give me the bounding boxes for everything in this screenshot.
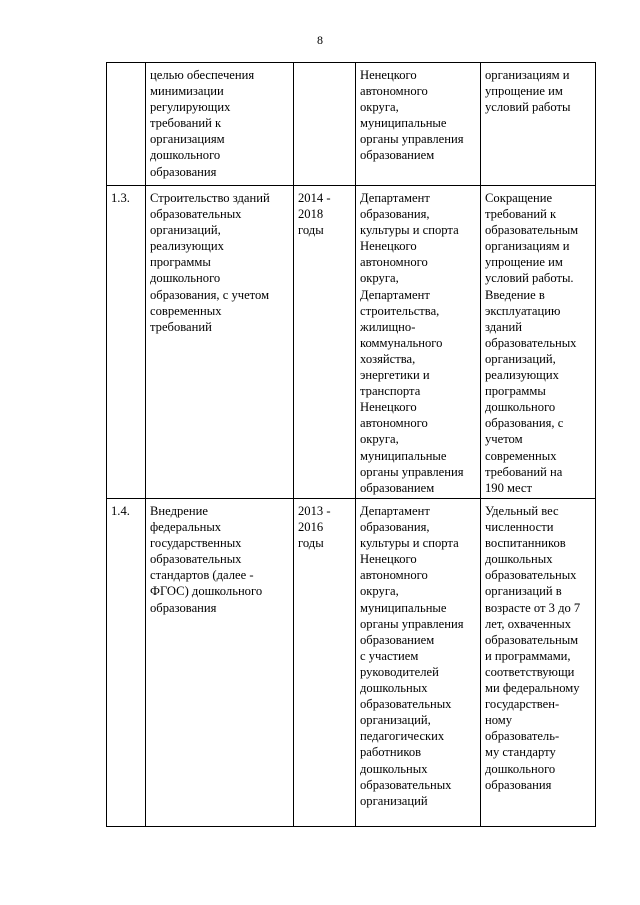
cell-line: образовательных: [150, 207, 242, 222]
cell-executor: [356, 186, 481, 499]
cell-measure: [146, 63, 294, 186]
cell-line: целью обеспечения: [150, 68, 255, 82]
cell-line: дошкольных: [360, 761, 428, 776]
cell-line: автономного: [360, 416, 428, 431]
cell-line: Ненецкого: [360, 552, 417, 567]
cell-line: образования, с учетом: [150, 287, 270, 302]
cell-line: государствен-: [485, 697, 560, 712]
page-number: 8: [317, 33, 323, 47]
cell-line: условий работы.: [485, 271, 574, 286]
cell-line: государственных: [150, 536, 242, 551]
cell-period: [294, 186, 356, 499]
cell-line: дошкольных: [485, 552, 553, 567]
cell-line: требований: [150, 319, 212, 334]
cell-line: Ненецкого: [360, 239, 417, 254]
table-row: [107, 63, 596, 186]
cell-line: лет, охваченных: [485, 616, 572, 631]
cell-line: энергетики и: [360, 368, 430, 383]
cell-measure: [146, 499, 294, 827]
cell-line: федеральных: [150, 520, 222, 535]
cell-line: Строительство зданий: [150, 191, 270, 205]
cell-line: стандартов (далее -: [150, 568, 254, 583]
cell-line: дошкольного: [485, 400, 556, 415]
cell-line: реализующих: [485, 368, 559, 383]
cell-line: образовательных: [150, 552, 242, 567]
cell-line: 190 мест: [485, 480, 533, 495]
cell-line: 2013 -: [298, 504, 331, 518]
cell-line: образовательных: [485, 335, 577, 350]
cell-result: [481, 63, 596, 186]
cell-line: образования,: [360, 520, 430, 535]
cell-line: численности: [485, 520, 554, 535]
cell-line: организаций в: [485, 584, 562, 599]
cell-line: организациям и: [485, 239, 570, 254]
cell-line: образователь-: [485, 729, 560, 744]
cell-line: требований на: [485, 464, 563, 479]
cell-line: образования,: [360, 207, 430, 222]
cell-line: автономного: [360, 568, 428, 583]
cell-line: му стандарту: [485, 745, 556, 760]
cell-line: организациям: [150, 132, 225, 147]
cell-number: [107, 186, 146, 499]
cell-line: хозяйства,: [360, 351, 416, 366]
cell-line: организаций,: [150, 223, 221, 238]
cell-line: организациям и: [485, 68, 570, 82]
cell-line: учетом: [485, 432, 523, 447]
cell-line: образованием: [360, 480, 435, 495]
cell-line: требований к: [485, 207, 557, 222]
cell-line: строительства,: [360, 303, 440, 318]
cell-line: образования: [485, 777, 552, 792]
cell-line: образовательным: [485, 632, 579, 647]
cell-line: культуры и спорта: [360, 223, 459, 238]
cell-line: годы: [298, 536, 324, 551]
cell-period: [294, 63, 356, 186]
cell-line: воспитанников: [485, 536, 566, 551]
cell-line: руководителей: [360, 664, 439, 679]
cell-line: годы: [298, 223, 324, 238]
cell-line: работников: [360, 745, 422, 760]
cell-line: 1.3.: [111, 191, 130, 205]
cell-executor: [356, 63, 481, 186]
cell-line: транспорта: [360, 384, 421, 399]
cell-line: органы управления: [360, 132, 464, 147]
cell-line: Удельный вес: [485, 504, 559, 518]
cell-line: образованием: [360, 148, 435, 163]
cell-line: Департамент: [360, 504, 430, 518]
cell-line: ФГОС) дошкольного: [150, 584, 263, 599]
cell-line: Ненецкого: [360, 400, 417, 415]
cell-line: 1.4.: [111, 504, 130, 518]
cell-line: округа,: [360, 584, 399, 599]
cell-line: образования: [150, 164, 217, 179]
cell-line: и программами,: [485, 648, 571, 663]
cell-line: образовательных: [360, 777, 452, 792]
cell-result: [481, 186, 596, 499]
cell-result: [481, 499, 596, 827]
cell-line: программы: [150, 255, 211, 270]
cell-line: минимизации: [150, 84, 224, 99]
cell-line: зданий: [485, 319, 522, 334]
cell-line: образовательных: [360, 697, 452, 712]
cell-line: условий работы: [485, 100, 571, 115]
cell-number: [107, 63, 146, 186]
cell-line: Внедрение: [150, 504, 208, 518]
cell-line: автономного: [360, 84, 428, 99]
cell-line: упрощение им: [485, 255, 563, 270]
cell-line: дошкольного: [150, 271, 221, 286]
cell-line: ми федеральному: [485, 681, 580, 696]
measures-table: [106, 62, 596, 827]
cell-line: организаций,: [360, 713, 431, 728]
cell-line: современных: [150, 303, 222, 318]
cell-line: Департамент: [360, 191, 430, 205]
cell-line: муниципальные: [360, 448, 447, 463]
cell-line: Ненецкого: [360, 68, 417, 82]
cell-line: образовательных: [485, 568, 577, 583]
cell-line: соответствующи: [485, 664, 575, 679]
cell-line: коммунального: [360, 335, 443, 350]
cell-line: округа,: [360, 271, 399, 286]
cell-measure: [146, 186, 294, 499]
cell-line: с участием: [360, 648, 419, 663]
cell-line: возрасте от 3 до 7: [485, 600, 581, 615]
cell-line: органы управления: [360, 464, 464, 479]
cell-line: эксплуатацию: [485, 303, 561, 318]
cell-line: жилищно-: [360, 319, 416, 334]
cell-line: дошкольного: [485, 761, 556, 776]
cell-line: дошкольного: [150, 148, 221, 163]
cell-line: Введение в: [485, 287, 545, 302]
cell-line: упрощение им: [485, 84, 563, 99]
cell-line: педагогических: [360, 729, 445, 744]
cell-line: округа,: [360, 432, 399, 447]
cell-line: 2014 -: [298, 191, 331, 205]
cell-line: реализующих: [150, 239, 224, 254]
table-row: [107, 186, 596, 499]
cell-line: организаций,: [485, 351, 556, 366]
cell-line: регулирующих: [150, 100, 231, 115]
cell-line: автономного: [360, 255, 428, 270]
cell-line: 2016: [298, 520, 324, 535]
cell-line: Сокращение: [485, 191, 553, 205]
cell-line: Департамент: [360, 287, 430, 302]
cell-line: требований к: [150, 116, 222, 131]
cell-line: дошкольных: [360, 681, 428, 696]
cell-line: культуры и спорта: [360, 536, 459, 551]
cell-number: [107, 499, 146, 827]
cell-line: 2018: [298, 207, 324, 222]
cell-line: образовательным: [485, 223, 579, 238]
cell-line: ному: [485, 713, 513, 728]
cell-line: программы: [485, 384, 546, 399]
cell-executor: [356, 499, 481, 827]
cell-line: современных: [485, 448, 557, 463]
cell-line: муниципальные: [360, 116, 447, 131]
table-row: [107, 499, 596, 827]
cell-line: органы управления: [360, 616, 464, 631]
cell-period: [294, 499, 356, 827]
cell-line: образованием: [360, 632, 435, 647]
cell-line: организаций: [360, 793, 428, 808]
cell-line: муниципальные: [360, 600, 447, 615]
cell-line: образования, с: [485, 416, 564, 431]
cell-line: округа,: [360, 100, 399, 115]
cell-line: образования: [150, 600, 217, 615]
